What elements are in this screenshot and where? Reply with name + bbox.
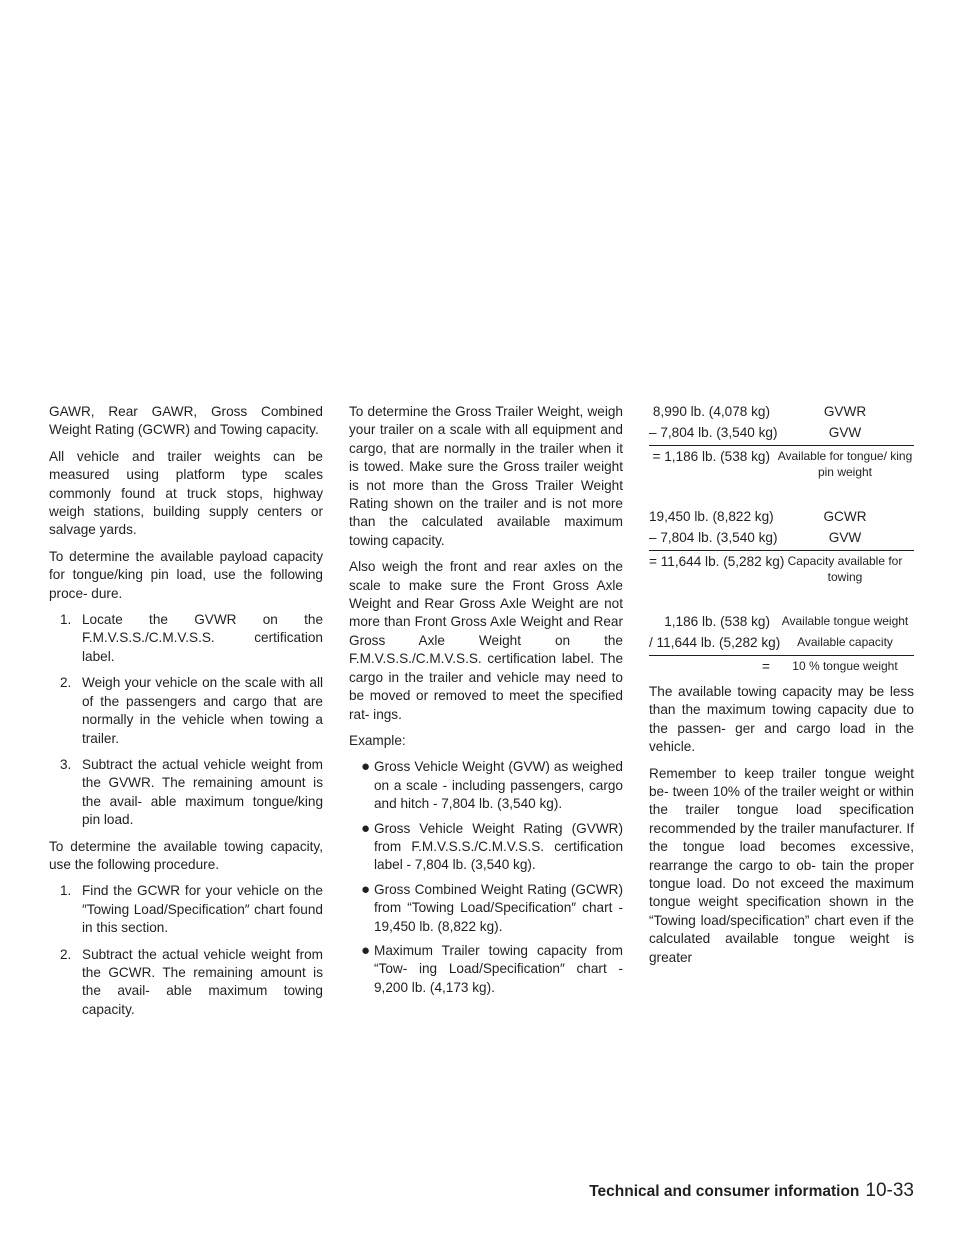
- step-number: 2.: [60, 675, 72, 691]
- calc-label: GVW: [828, 530, 862, 545]
- calc-row: [649, 448, 914, 480]
- step-number: 1.: [60, 612, 72, 628]
- page-number: 10-33: [865, 1180, 914, 1201]
- calc-value: – 7,804 lb. (3,540 kg): [649, 425, 778, 440]
- page-footer: [589, 1182, 914, 1201]
- procedure-step: [49, 611, 323, 666]
- bullet-text: Gross Vehicle Weight (GVW) as weighed on a scale - including passengers, cargo and hitch - 7,804 lb. (3,540 kg).: [374, 759, 623, 812]
- bullet-icon: ●: [361, 758, 371, 776]
- calc-row: [649, 403, 914, 422]
- paragraph: GAWR, Rear GAWR, Gross Combined Weight Rating (GCWR) and Towing capacity.: [49, 404, 323, 438]
- calc-value: =: [762, 659, 770, 674]
- calc-label: GVWR: [823, 404, 867, 419]
- calc-row: [649, 424, 914, 446]
- procedure-step: [49, 882, 323, 937]
- towing-procedure-steps: [49, 882, 323, 1019]
- bullet-item: [349, 758, 623, 813]
- text-column-2: [349, 403, 623, 1003]
- calc-row: [649, 634, 914, 656]
- calc-row: [649, 508, 914, 527]
- bullet-item: [349, 881, 623, 936]
- calc-row: [649, 553, 914, 585]
- calc-label: GVW: [828, 425, 862, 440]
- calc-value: = 11,644 lb. (5,282 kg): [649, 554, 785, 569]
- calc-label: Available capacity: [797, 635, 893, 649]
- calc-row: [649, 529, 914, 551]
- bullet-icon: ●: [361, 941, 371, 959]
- paragraph: All vehicle and trailer weights can be measured using platform type scales commonly found at truck stops, highway weigh stations, building supply centers or salvage yards.: [49, 448, 323, 538]
- procedure-step: [49, 946, 323, 1020]
- step-text: Locate the GVWR on the F.M.V.S.S./C.M.V.S.S. certification label.: [82, 612, 323, 664]
- bullet-icon: ●: [361, 880, 371, 898]
- paragraph: To determine the Gross Trailer Weight, weigh your trailer on a scale with all equipment and cargo, that are normally in the trailer when it is towed. Make sure the Gross trailer weight is not more than the Gross Trailer Weight Rating shown on the trailer and is not more than the calculated available maximum towing capacity.: [349, 404, 623, 548]
- step-number: 3.: [60, 756, 72, 772]
- step-number: 2.: [60, 946, 72, 962]
- calc-label: Capacity available for towing: [787, 554, 903, 584]
- step-text: Weigh your vehicle on the scale with all of the passengers and cargo that are normally in the vehicle when towing a trailer.: [82, 675, 323, 746]
- calc-value: = 1,186 lb. (538 kg): [652, 449, 770, 464]
- calc-row: [649, 613, 914, 632]
- calc-value: 1,186 lb. (538 kg): [664, 614, 770, 629]
- paragraph: Also weigh the front and rear axles on the scale to make sure the Front Gross Axle Weight and Rear Gross Axle Weight are not more than Front Gross Axle Weight and Rear Gross Axle Weight on the F.M.V.S.S./C.M.V.S.S. certification label. The cargo in the trailer and vehicle may need to be moved or removed to meet the specified rat- ings.: [349, 559, 623, 722]
- bullet-icon: ●: [361, 819, 371, 837]
- procedure-step: [49, 674, 323, 748]
- step-number: 1.: [60, 883, 72, 899]
- calc-label: 10 % tongue weight: [792, 659, 898, 673]
- procedure-step: [49, 756, 323, 830]
- bullet-text: Gross Combined Weight Rating (GCWR) from “Towing Load/Specification″ chart - 19,450 lb. (8,822 kg).: [374, 881, 623, 934]
- paragraph: Remember to keep trailer tongue weight be- tween 10% of the trailer weight or within the trailer tongue load specification recommended by the trailer manufacturer. If the tongue load becomes excessive, rearrange the cargo to ob- tain the proper tongue load. Do not exceed the maximum tongue weight specification shown in the “Towing load/specification” chart even if the calculated available tongue weight is greater: [649, 765, 914, 965]
- section-title: Technical and consumer information: [589, 1183, 860, 1200]
- step-text: Find the GCWR for your vehicle on the ″Towing Load/Specification″ chart found in this section.: [82, 883, 323, 936]
- example-label: Example:: [349, 732, 406, 748]
- calc-value: 8,990 lb. (4,078 kg): [652, 404, 770, 419]
- tongue-weight-calculation: [649, 403, 914, 480]
- calc-value: / 11,644 lb. (5,282 kg): [649, 635, 781, 650]
- paragraph: The available towing capacity may be less than the maximum towing capacity due to the passen- ger and cargo load in the vehicle.: [649, 684, 914, 755]
- text-column-3: [649, 403, 914, 975]
- bullet-text: Gross Vehicle Weight Rating (GVWR) from F.M.V.S.S./C.M.V.S.S. certification label - 7,804 lb. (3,540 kg).: [374, 820, 623, 873]
- bullet-item: [349, 820, 623, 875]
- bullet-item: [349, 942, 623, 997]
- step-text: Subtract the actual vehicle weight from the GCWR. The remaining amount is the avail- able maximum towing capacity.: [82, 946, 323, 1017]
- calc-value: – 7,804 lb. (3,540 kg): [649, 530, 778, 545]
- payload-procedure-steps: [49, 611, 323, 829]
- calc-value: 19,450 lb. (8,822 kg): [649, 509, 774, 524]
- step-text: Subtract the actual vehicle weight from the GVWR. The remaining amount is the avail- able maximum tongue/king pin load.: [82, 756, 323, 828]
- paragraph: To determine the available towing capacity, use the following procedure.: [49, 838, 323, 872]
- calc-label: GCWR: [823, 509, 867, 524]
- paragraph: To determine the available payload capacity for tongue/king pin load, use the following proce- dure.: [49, 548, 323, 601]
- example-bullets: [349, 758, 623, 997]
- calc-label: Available for tongue/ king pin weight: [777, 449, 913, 479]
- tongue-percentage-calculation: [649, 613, 914, 677]
- calc-row: [649, 658, 914, 677]
- bullet-text: Maximum Trailer towing capacity from “Tow- ing Load/Specification″ chart - 9,200 lb. (4,173 kg).: [374, 942, 623, 995]
- text-column-1: [49, 403, 323, 1027]
- towing-capacity-calculation: [649, 508, 914, 585]
- calc-label: Available tongue weight: [781, 614, 909, 628]
